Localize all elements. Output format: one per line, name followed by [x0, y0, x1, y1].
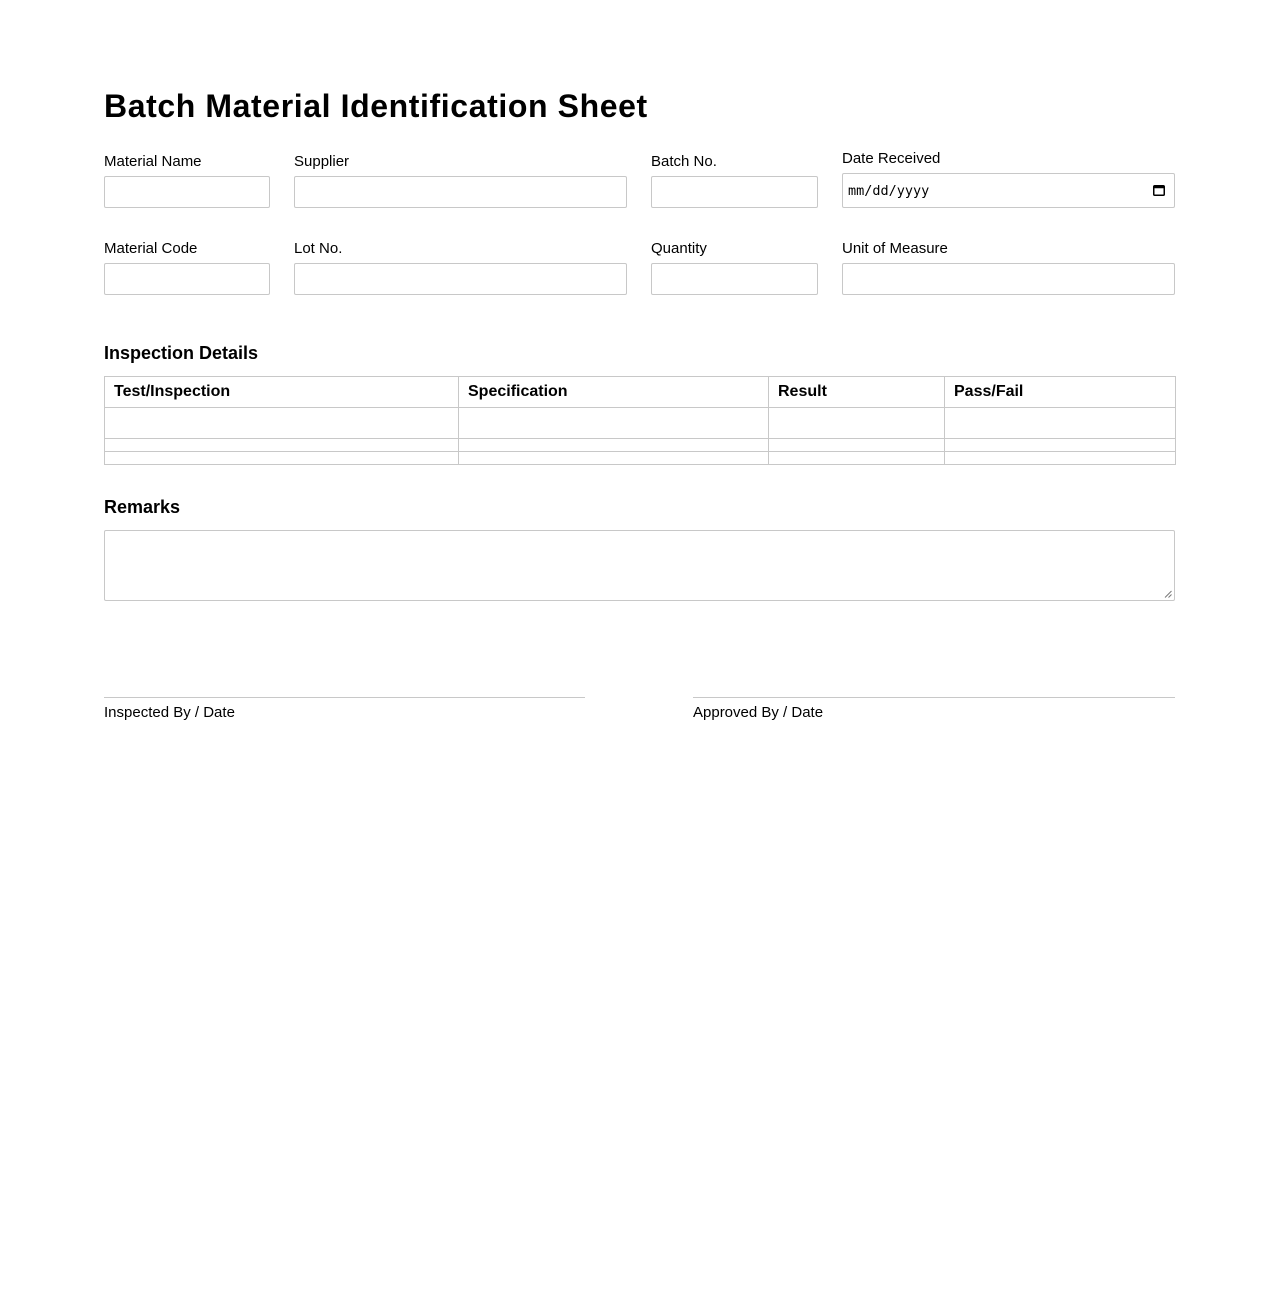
lot-no-label: Lot No.	[294, 240, 343, 257]
table-cell[interactable]	[459, 408, 769, 439]
material-code-label: Material Code	[104, 240, 198, 257]
calendar-icon[interactable]	[1153, 184, 1165, 196]
inspection-table	[104, 376, 1176, 465]
table-cell[interactable]	[105, 408, 459, 439]
quantity-label: Quantity	[651, 240, 707, 257]
date-received-input[interactable]	[842, 173, 1175, 208]
table-header-row	[105, 377, 1176, 408]
batch-no-input[interactable]	[651, 176, 818, 208]
table-row	[105, 452, 1176, 465]
supplier-label: Supplier	[294, 153, 350, 170]
remarks-textarea[interactable]	[104, 530, 1175, 601]
inspected-by-label: Inspected By / Date	[104, 704, 235, 721]
batch-no-label: Batch No.	[651, 153, 717, 170]
approved-by-label: Approved By / Date	[693, 704, 824, 721]
remarks-heading: Remarks	[104, 497, 181, 517]
table-cell[interactable]	[769, 452, 945, 465]
approved-by-signature-line	[693, 697, 1175, 698]
table-cell[interactable]	[105, 439, 459, 452]
table-cell[interactable]	[459, 439, 769, 452]
header-result: Result	[769, 377, 945, 408]
header-test-inspection: Test/Inspection	[105, 377, 459, 408]
table-cell[interactable]	[945, 439, 1176, 452]
unit-of-measure-label: Unit of Measure	[842, 240, 948, 257]
date-received-placeholder: mm/dd/yyyy	[848, 183, 930, 199]
inspection-details-heading: Inspection Details	[104, 343, 259, 363]
lot-no-input[interactable]	[294, 263, 627, 295]
supplier-input[interactable]	[294, 176, 627, 208]
material-code-input[interactable]	[104, 263, 270, 295]
header-pass-fail: Pass/Fail	[945, 377, 1176, 408]
table-row	[105, 408, 1176, 439]
table-cell[interactable]	[459, 452, 769, 465]
date-received-label: Date Received	[842, 150, 941, 167]
table-row	[105, 439, 1176, 452]
page-title: Batch Material Identification Sheet	[104, 88, 648, 124]
inspected-by-signature-line	[104, 697, 585, 698]
table-cell[interactable]	[769, 439, 945, 452]
material-name-label: Material Name	[104, 153, 202, 170]
header-specification: Specification	[459, 377, 769, 408]
resize-handle-icon[interactable]	[1164, 590, 1172, 598]
unit-of-measure-input[interactable]	[842, 263, 1175, 295]
table-cell[interactable]	[945, 452, 1176, 465]
table-cell[interactable]	[105, 452, 459, 465]
table-cell[interactable]	[769, 408, 945, 439]
quantity-input[interactable]	[651, 263, 818, 295]
table-cell[interactable]	[945, 408, 1176, 439]
material-name-input[interactable]	[104, 176, 270, 208]
